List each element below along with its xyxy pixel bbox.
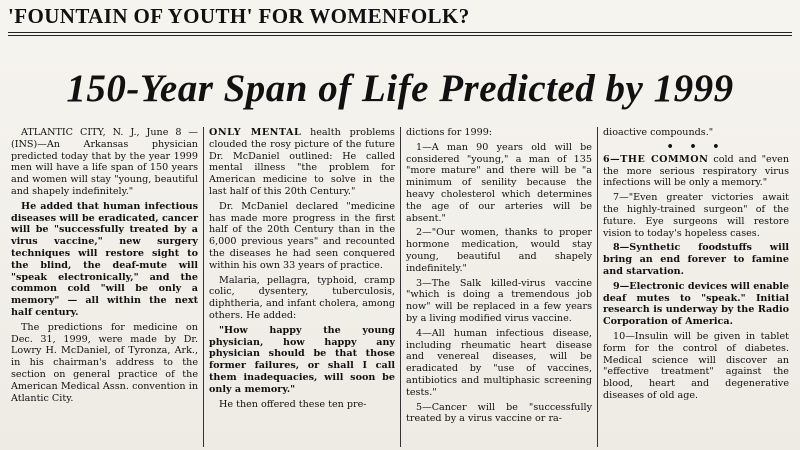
article-paragraph: He added that human infectious diseases will be eradicated, cancer will be "successfully treated by a virus vaccine," new surgery techniques will restore sight to the blind, the deaf-mute will "speak electronically," and the common cold "will be only a memory" — all within the next half century. [11, 200, 198, 318]
section-lead: 6—THE COMMON [603, 153, 709, 165]
article-columns [6, 127, 796, 447]
article-column-1 [6, 127, 203, 447]
prediction-item: 4—All human infectious disease, including rheumatic heart disease and venereal diseases, will be eradicated by "use of vaccines, antibiotics and multiphasic screening tests." [406, 327, 592, 398]
prediction-item: 2—"Our women, thanks to proper hormone medication, would stay young, beautiful and shapely indefinitely." [406, 227, 592, 274]
article-column-4 [597, 127, 794, 447]
article-column-3 [400, 127, 597, 447]
prediction-item: 6—THE COMMON cold and "even the more serious respiratory virus infections will be only a memory." [603, 153, 789, 189]
prediction-item: 5—Cancer will be "successfully treated by a virus vaccine or ra- [406, 401, 592, 425]
main-headline: 150-Year Span of Life Predicted by 1999 [66, 67, 734, 110]
article-paragraph: dioactive compounds." [603, 127, 714, 138]
quote-paragraph: "How happy the young physician, how happy any physician should be that those former failures, or shall I call them inadequacies, will soon be only a memory." [209, 324, 395, 395]
article-paragraph: ONLY MENTAL health problems clouded the rosy picture of the future Dr. McDaniel outlined: He called mental illness "the problem for American medicine to solve in the last half of this 20th Century." [209, 127, 395, 197]
section-lead: ONLY MENTAL [209, 127, 302, 138]
prediction-item: 8—Synthetic foodstuffs will bring an end forever to famine and starvation. [603, 242, 789, 277]
prediction-item: 3—The Salk killed-virus vaccine "which is doing a tremendous job now" will be replaced in a few years by a living modified virus vaccine. [406, 277, 592, 324]
article-paragraph: The predictions for medicine on Dec. 31, 1999, were made by Dr. Lowry H. McDaniel, of Tyronza, Ark., in his chairman's address to the section on general practice of the American Medical Assn. convention in Atlantic City. [11, 321, 198, 404]
article-paragraph: dictions for 1999: [406, 127, 493, 138]
dateline-paragraph: ATLANTIC CITY, N. J., June 8 —(INS)—An Arkansas physician predicted today that by the year 1999 men will have a life span of 150 years and women will stay "young, beautiful and shapely indefinitely." [11, 127, 198, 197]
prediction-item: 1—A man 90 years old will be considered "young," a man of 135 "more mature" and there will be "a minimum of senility because the heavy cholesterol which determines the age of our arteries will be absent." [406, 141, 592, 224]
prediction-item: 9—Electronic devices will enable deaf mutes to "speak." Initial research is underway by the Radio Corporation of America. [603, 280, 789, 328]
section-divider: • • • [666, 139, 726, 153]
article-paragraph: Malaria, pellagra, typhoid, cramp colic, dysentery, tuberculosis, diphtheria, and infant cholera, among others. He added: [209, 274, 395, 321]
article-paragraph: He then offered these ten pre- [219, 398, 367, 410]
article-paragraph: Dr. McDaniel declared "medicine has made more progress in the first half of the 20th Century than in the 6,000 previous years" and recounted the diseases he had seen conquered within his own 33 years of practice. [209, 200, 395, 271]
article-column-2 [203, 127, 400, 447]
prediction-item: 7—"Even greater victories await the highly-trained surgeon" of the future. Eye surgeons will restore vision to today's hopeless cases. [603, 192, 789, 239]
top-rule [8, 32, 792, 33]
kicker-headline: 'FOUNTAIN OF YOUTH' FOR WOMENFOLK? [8, 4, 470, 28]
prediction-item: 10—Insulin will be given in tablet form for the control of diabetes. Medical science will discover an "effective treatment" against the blood, heart and degenerative diseases of old age. [603, 330, 789, 401]
top-rule-double [8, 35, 792, 36]
